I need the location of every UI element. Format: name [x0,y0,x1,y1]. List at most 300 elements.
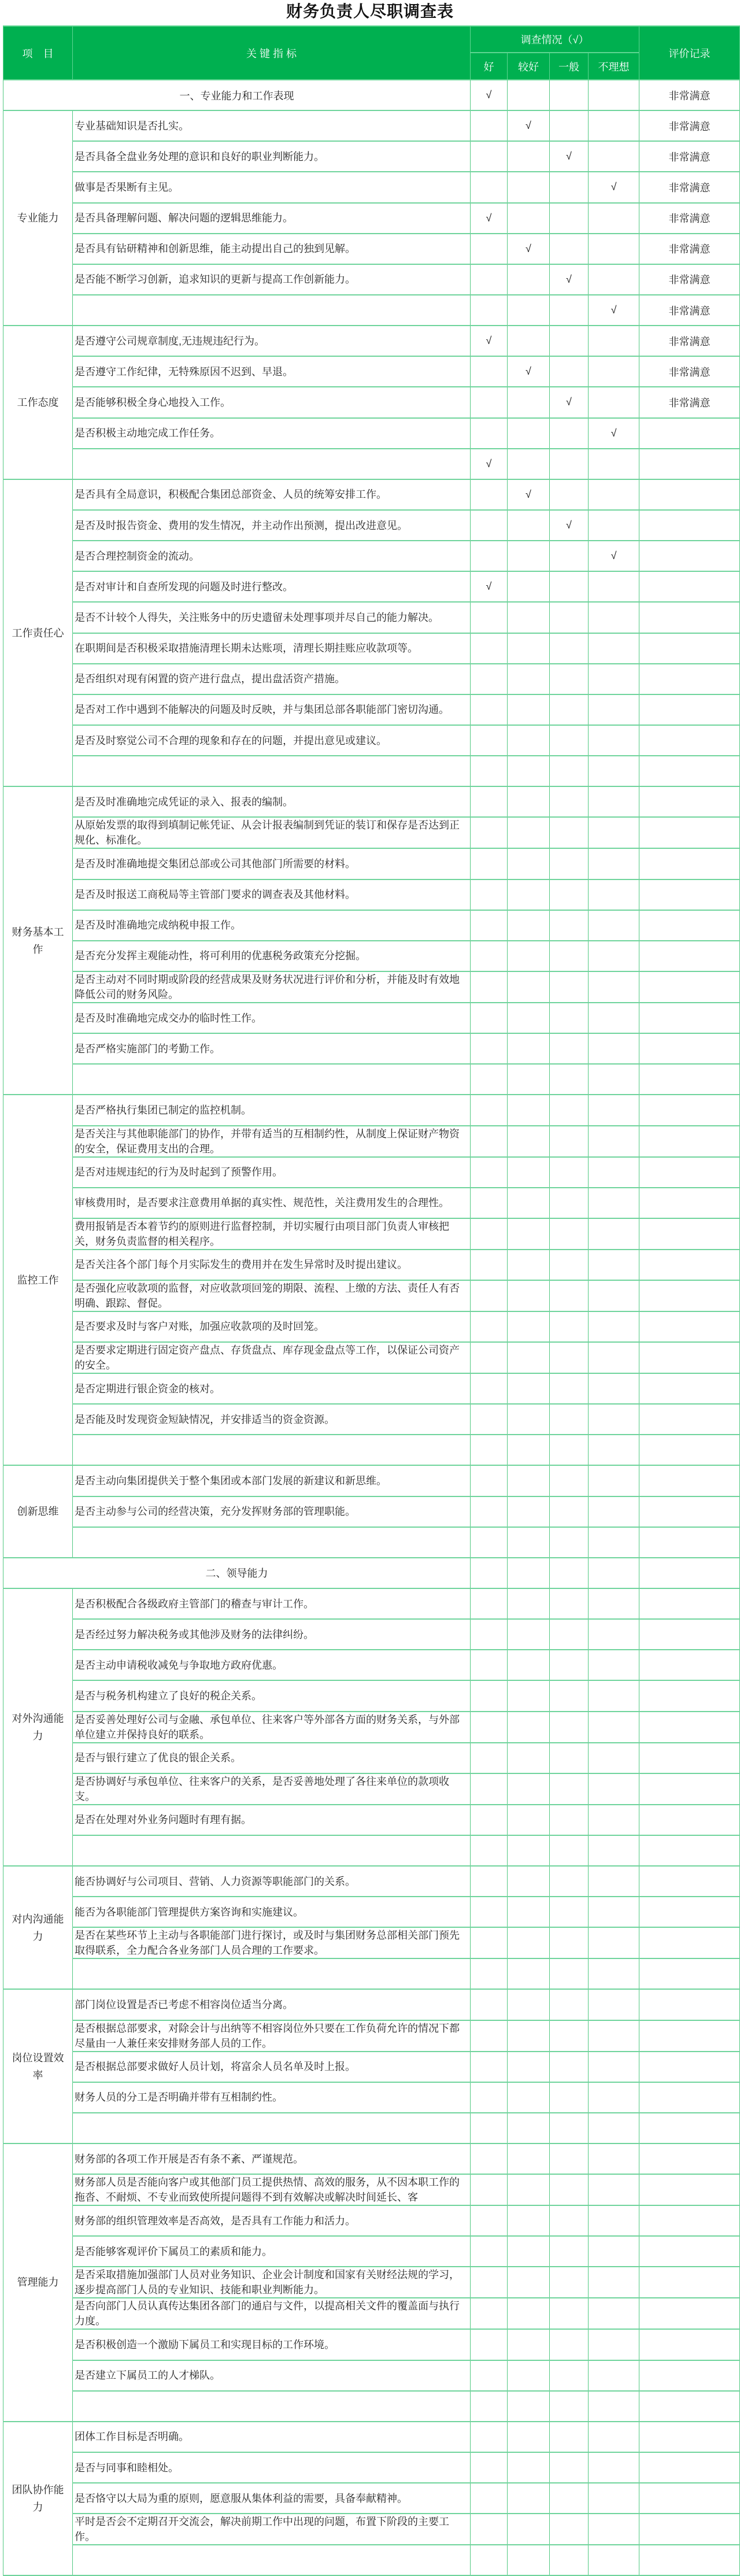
rating-cell-poor[interactable] [589,1003,639,1033]
rating-cell-poor[interactable] [589,694,639,725]
rating-cell-fairly-good[interactable] [508,910,550,941]
remark-cell[interactable] [639,1496,740,1527]
rating-cell-fairly-good[interactable] [508,1805,550,1835]
rating-cell-average[interactable] [550,2514,589,2545]
remark-cell[interactable]: 非常满意 [639,264,740,295]
rating-cell-fairly-good[interactable] [508,1465,550,1496]
rating-cell-fairly-good[interactable] [508,1712,550,1743]
rating-cell-fairly-good[interactable] [508,2267,550,2298]
remark-cell[interactable] [639,2267,740,2298]
remark-cell[interactable] [639,1404,740,1435]
remark-cell[interactable]: 非常满意 [639,356,740,387]
rating-cell-poor[interactable] [589,1619,639,1650]
rating-cell-fairly-good[interactable] [508,1033,550,1064]
rating-cell-average[interactable] [550,80,589,110]
rating-cell-poor[interactable] [589,1126,639,1157]
rating-cell-average[interactable] [550,1897,589,1927]
rating-cell-fairly-good[interactable] [508,2452,550,2483]
rating-cell-poor[interactable] [589,387,639,417]
remark-cell[interactable] [639,2113,740,2143]
rating-cell-fairly-good[interactable] [508,2391,550,2422]
rating-cell-good[interactable] [471,1496,508,1527]
rating-cell-fairly-good[interactable] [508,2205,550,2236]
rating-cell-good[interactable] [471,2205,508,2236]
rating-cell-poor[interactable] [589,2452,639,2483]
remark-cell[interactable] [639,2143,740,2174]
rating-cell-poor[interactable] [589,2267,639,2298]
rating-cell-average[interactable] [550,1373,589,1404]
rating-cell-good[interactable] [471,2143,508,2174]
rating-cell-good[interactable] [471,1558,508,1588]
rating-cell-average[interactable] [550,1650,589,1680]
rating-cell-fairly-good[interactable] [508,1373,550,1404]
rating-cell-average[interactable] [550,479,589,510]
rating-cell-good[interactable] [471,725,508,756]
rating-cell-average[interactable] [550,1064,589,1095]
rating-cell-poor[interactable] [589,1650,639,1680]
remark-cell[interactable] [639,1373,740,1404]
rating-cell-good[interactable] [471,1927,508,1958]
rating-cell-average[interactable] [550,1619,589,1650]
remark-cell[interactable] [639,1188,740,1218]
remark-cell[interactable]: 非常满意 [639,203,740,234]
rating-cell-good[interactable]: √ [471,326,508,356]
rating-cell-good[interactable] [471,2113,508,2143]
rating-cell-good[interactable] [471,1157,508,1188]
rating-cell-fairly-good[interactable] [508,879,550,910]
rating-cell-poor[interactable] [589,479,639,510]
rating-cell-good[interactable]: √ [471,571,508,602]
rating-cell-good[interactable] [471,2020,508,2052]
rating-cell-poor[interactable] [589,326,639,356]
remark-cell[interactable]: 非常满意 [639,326,740,356]
rating-cell-poor[interactable] [589,1157,639,1188]
rating-cell-fairly-good[interactable] [508,786,550,817]
rating-cell-poor[interactable] [589,2329,639,2360]
rating-cell-average[interactable] [550,110,589,141]
rating-cell-fairly-good[interactable] [508,971,550,1003]
rating-cell-average[interactable] [550,2113,589,2143]
rating-cell-average[interactable] [550,2360,589,2391]
rating-cell-good[interactable] [471,1033,508,1064]
rating-cell-average[interactable] [550,910,589,941]
rating-cell-poor[interactable] [589,110,639,141]
rating-cell-fairly-good[interactable] [508,1342,550,1373]
rating-cell-fairly-good[interactable] [508,2360,550,2391]
remark-cell[interactable] [639,479,740,510]
rating-cell-average[interactable]: √ [550,264,589,295]
rating-cell-poor[interactable] [589,1033,639,1064]
rating-cell-good[interactable] [471,2422,508,2452]
rating-cell-good[interactable] [471,1866,508,1897]
remark-cell[interactable] [639,1126,740,1157]
rating-cell-average[interactable] [550,2483,589,2514]
rating-cell-fairly-good[interactable] [508,1835,550,1866]
rating-cell-good[interactable] [471,2545,508,2575]
rating-cell-poor[interactable]: √ [589,295,639,326]
remark-cell[interactable] [639,2329,740,2360]
rating-cell-good[interactable] [471,1989,508,2020]
rating-cell-average[interactable] [550,1311,589,1342]
rating-cell-fairly-good[interactable] [508,1958,550,1989]
rating-cell-average[interactable] [550,1188,589,1218]
rating-cell-poor[interactable] [589,1958,639,1989]
remark-cell[interactable] [639,541,740,571]
rating-cell-good[interactable] [471,941,508,971]
remark-cell[interactable] [639,1280,740,1311]
rating-cell-poor[interactable] [589,1897,639,1927]
rating-cell-good[interactable] [471,1342,508,1373]
rating-cell-good[interactable] [471,1280,508,1311]
rating-cell-poor[interactable] [589,1373,639,1404]
rating-cell-poor[interactable] [589,1680,639,1711]
rating-cell-good[interactable] [471,1126,508,1157]
rating-cell-average[interactable] [550,1588,589,1619]
rating-cell-fairly-good[interactable] [508,1188,550,1218]
rating-cell-fairly-good[interactable] [508,1003,550,1033]
remark-cell[interactable] [639,1897,740,1927]
rating-cell-good[interactable] [471,1773,508,1805]
rating-cell-fairly-good[interactable] [508,295,550,326]
rating-cell-good[interactable] [471,1897,508,1927]
rating-cell-fairly-good[interactable]: √ [508,110,550,141]
rating-cell-poor[interactable] [589,2360,639,2391]
rating-cell-good[interactable] [471,1188,508,1218]
rating-cell-poor[interactable] [589,1743,639,1773]
rating-cell-fairly-good[interactable]: √ [508,479,550,510]
rating-cell-average[interactable] [550,326,589,356]
rating-cell-fairly-good[interactable] [508,2236,550,2267]
rating-cell-poor[interactable] [589,80,639,110]
rating-cell-poor[interactable] [589,2052,639,2082]
rating-cell-fairly-good[interactable] [508,141,550,172]
rating-cell-fairly-good[interactable] [508,1866,550,1897]
rating-cell-poor[interactable] [589,602,639,633]
rating-cell-good[interactable] [471,2452,508,2483]
rating-cell-good[interactable] [471,786,508,817]
rating-cell-average[interactable] [550,1680,589,1711]
rating-cell-fairly-good[interactable]: √ [508,356,550,387]
rating-cell-good[interactable] [471,541,508,571]
rating-cell-average[interactable] [550,694,589,725]
rating-cell-fairly-good[interactable] [508,694,550,725]
rating-cell-fairly-good[interactable]: √ [508,234,550,264]
rating-cell-fairly-good[interactable] [508,541,550,571]
rating-cell-good[interactable] [471,1373,508,1404]
rating-cell-good[interactable] [471,1465,508,1496]
rating-cell-fairly-good[interactable] [508,571,550,602]
remark-cell[interactable] [639,1588,740,1619]
rating-cell-fairly-good[interactable] [508,1157,550,1188]
rating-cell-poor[interactable] [589,2236,639,2267]
rating-cell-good[interactable] [471,172,508,202]
rating-cell-good[interactable] [471,694,508,725]
rating-cell-fairly-good[interactable] [508,1311,550,1342]
remark-cell[interactable] [639,2082,740,2113]
rating-cell-average[interactable] [550,2298,589,2329]
rating-cell-poor[interactable] [589,879,639,910]
rating-cell-good[interactable] [471,633,508,664]
rating-cell-poor[interactable]: √ [589,172,639,202]
remark-cell[interactable] [639,1157,740,1188]
rating-cell-good[interactable] [471,1311,508,1342]
rating-cell-good[interactable] [471,1743,508,1773]
remark-cell[interactable] [639,1958,740,1989]
rating-cell-average[interactable] [550,2267,589,2298]
remark-cell[interactable] [639,1003,740,1033]
rating-cell-good[interactable] [471,971,508,1003]
remark-cell[interactable] [639,1712,740,1743]
rating-cell-average[interactable] [550,1250,589,1280]
rating-cell-fairly-good[interactable] [508,80,550,110]
rating-cell-average[interactable] [550,817,589,848]
rating-cell-average[interactable] [550,172,589,202]
rating-cell-average[interactable] [550,234,589,264]
rating-cell-good[interactable] [471,664,508,694]
remark-cell[interactable] [639,1250,740,1280]
remark-cell[interactable] [639,1989,740,2020]
rating-cell-fairly-good[interactable] [508,2020,550,2052]
remark-cell[interactable] [639,602,740,633]
rating-cell-poor[interactable] [589,1835,639,1866]
rating-cell-fairly-good[interactable] [508,203,550,234]
rating-cell-fairly-good[interactable] [508,2298,550,2329]
rating-cell-fairly-good[interactable] [508,2143,550,2174]
rating-cell-good[interactable] [471,510,508,541]
rating-cell-good[interactable] [471,2174,508,2205]
remark-cell[interactable] [639,1311,740,1342]
rating-cell-average[interactable] [550,2205,589,2236]
remark-cell[interactable] [639,664,740,694]
rating-cell-fairly-good[interactable] [508,1897,550,1927]
rating-cell-average[interactable] [550,1126,589,1157]
rating-cell-poor[interactable] [589,2143,639,2174]
remark-cell[interactable] [639,1773,740,1805]
remark-cell[interactable] [639,971,740,1003]
rating-cell-fairly-good[interactable] [508,2082,550,2113]
rating-cell-fairly-good[interactable] [508,510,550,541]
rating-cell-good[interactable] [471,2298,508,2329]
rating-cell-poor[interactable] [589,234,639,264]
rating-cell-poor[interactable] [589,1404,639,1435]
rating-cell-poor[interactable] [589,1805,639,1835]
rating-cell-good[interactable] [471,848,508,879]
remark-cell[interactable] [639,1435,740,1465]
rating-cell-average[interactable] [550,2174,589,2205]
rating-cell-fairly-good[interactable] [508,1435,550,1465]
rating-cell-fairly-good[interactable] [508,1250,550,1280]
rating-cell-good[interactable] [471,1680,508,1711]
remark-cell[interactable] [639,786,740,817]
rating-cell-average[interactable] [550,2545,589,2575]
rating-cell-average[interactable] [550,1773,589,1805]
rating-cell-poor[interactable] [589,1064,639,1095]
rating-cell-poor[interactable] [589,910,639,941]
rating-cell-poor[interactable] [589,2113,639,2143]
rating-cell-poor[interactable] [589,1588,639,1619]
rating-cell-average[interactable] [550,879,589,910]
rating-cell-average[interactable] [550,2329,589,2360]
remark-cell[interactable]: 非常满意 [639,141,740,172]
rating-cell-fairly-good[interactable] [508,1773,550,1805]
rating-cell-average[interactable] [550,2452,589,2483]
rating-cell-fairly-good[interactable] [508,387,550,417]
rating-cell-fairly-good[interactable] [508,1619,550,1650]
rating-cell-average[interactable] [550,1527,589,1558]
rating-cell-poor[interactable] [589,203,639,234]
rating-cell-good[interactable] [471,418,508,449]
rating-cell-poor[interactable] [589,1527,639,1558]
rating-cell-fairly-good[interactable] [508,449,550,479]
rating-cell-poor[interactable] [589,848,639,879]
rating-cell-poor[interactable] [589,510,639,541]
rating-cell-fairly-good[interactable] [508,1064,550,1095]
rating-cell-good[interactable] [471,602,508,633]
remark-cell[interactable] [639,1527,740,1558]
remark-cell[interactable] [639,2020,740,2052]
rating-cell-average[interactable] [550,1404,589,1435]
rating-cell-good[interactable] [471,1064,508,1095]
rating-cell-average[interactable] [550,1958,589,1989]
remark-cell[interactable]: 非常满意 [639,387,740,417]
rating-cell-average[interactable] [550,1743,589,1773]
remark-cell[interactable] [639,2452,740,2483]
remark-cell[interactable] [639,2360,740,2391]
remark-cell[interactable] [639,418,740,449]
rating-cell-average[interactable] [550,756,589,786]
rating-cell-average[interactable] [550,295,589,326]
remark-cell[interactable] [639,1095,740,1125]
remark-cell[interactable] [639,2483,740,2514]
remark-cell[interactable] [639,1743,740,1773]
rating-cell-average[interactable] [550,848,589,879]
rating-cell-fairly-good[interactable] [508,725,550,756]
rating-cell-poor[interactable] [589,2174,639,2205]
rating-cell-good[interactable] [471,141,508,172]
rating-cell-average[interactable] [550,1342,589,1373]
rating-cell-average[interactable] [550,2052,589,2082]
rating-cell-average[interactable] [550,2236,589,2267]
rating-cell-fairly-good[interactable] [508,602,550,633]
rating-cell-poor[interactable] [589,1342,639,1373]
rating-cell-poor[interactable] [589,449,639,479]
rating-cell-average[interactable] [550,725,589,756]
rating-cell-good[interactable] [471,1619,508,1650]
remark-cell[interactable] [639,910,740,941]
rating-cell-poor[interactable] [589,1496,639,1527]
rating-cell-good[interactable] [471,1404,508,1435]
rating-cell-poor[interactable] [589,1866,639,1897]
remark-cell[interactable]: 非常满意 [639,295,740,326]
rating-cell-average[interactable] [550,2391,589,2422]
rating-cell-average[interactable] [550,941,589,971]
remark-cell[interactable] [639,1805,740,1835]
rating-cell-average[interactable] [550,602,589,633]
rating-cell-poor[interactable] [589,1218,639,1250]
rating-cell-good[interactable] [471,479,508,510]
rating-cell-average[interactable] [550,1157,589,1188]
rating-cell-average[interactable] [550,1033,589,1064]
rating-cell-good[interactable] [471,1527,508,1558]
rating-cell-average[interactable] [550,418,589,449]
rating-cell-fairly-good[interactable] [508,756,550,786]
rating-cell-poor[interactable] [589,971,639,1003]
rating-cell-average[interactable] [550,1927,589,1958]
rating-cell-good[interactable] [471,1250,508,1280]
rating-cell-good[interactable] [471,387,508,417]
rating-cell-poor[interactable] [589,2391,639,2422]
rating-cell-average[interactable] [550,786,589,817]
remark-cell[interactable] [639,2422,740,2452]
rating-cell-average[interactable] [550,1835,589,1866]
rating-cell-poor[interactable] [589,664,639,694]
remark-cell[interactable] [639,1033,740,1064]
rating-cell-fairly-good[interactable] [508,326,550,356]
rating-cell-fairly-good[interactable] [508,1280,550,1311]
rating-cell-fairly-good[interactable] [508,1095,550,1125]
rating-cell-fairly-good[interactable] [508,2514,550,2545]
remark-cell[interactable] [639,1866,740,1897]
rating-cell-average[interactable] [550,2020,589,2052]
rating-cell-fairly-good[interactable] [508,941,550,971]
rating-cell-good[interactable] [471,2483,508,2514]
rating-cell-fairly-good[interactable] [508,1989,550,2020]
remark-cell[interactable] [639,848,740,879]
rating-cell-fairly-good[interactable] [508,848,550,879]
rating-cell-fairly-good[interactable] [508,1650,550,1680]
remark-cell[interactable] [639,1064,740,1095]
remark-cell[interactable]: 非常满意 [639,172,740,202]
remark-cell[interactable] [639,1650,740,1680]
rating-cell-average[interactable] [550,971,589,1003]
rating-cell-fairly-good[interactable] [508,172,550,202]
rating-cell-fairly-good[interactable] [508,1558,550,1588]
rating-cell-poor[interactable]: √ [589,418,639,449]
rating-cell-poor[interactable] [589,356,639,387]
rating-cell-poor[interactable] [589,725,639,756]
rating-cell-average[interactable] [550,664,589,694]
rating-cell-good[interactable] [471,1588,508,1619]
rating-cell-fairly-good[interactable] [508,1588,550,1619]
rating-cell-good[interactable] [471,817,508,848]
rating-cell-poor[interactable] [589,1280,639,1311]
remark-cell[interactable] [639,694,740,725]
rating-cell-fairly-good[interactable] [508,817,550,848]
rating-cell-good[interactable] [471,2391,508,2422]
remark-cell[interactable] [639,2205,740,2236]
rating-cell-poor[interactable] [589,2205,639,2236]
rating-cell-fairly-good[interactable] [508,2329,550,2360]
rating-cell-poor[interactable] [589,1311,639,1342]
rating-cell-fairly-good[interactable] [508,1404,550,1435]
rating-cell-fairly-good[interactable] [508,1126,550,1157]
rating-cell-good[interactable] [471,2329,508,2360]
rating-cell-good[interactable] [471,234,508,264]
rating-cell-good[interactable] [471,1958,508,1989]
rating-cell-good[interactable] [471,1435,508,1465]
remark-cell[interactable] [639,879,740,910]
rating-cell-fairly-good[interactable] [508,1496,550,1527]
rating-cell-poor[interactable] [589,1712,639,1743]
rating-cell-fairly-good[interactable] [508,1743,550,1773]
rating-cell-average[interactable] [550,571,589,602]
remark-cell[interactable] [639,2052,740,2082]
rating-cell-average[interactable] [550,2422,589,2452]
rating-cell-average[interactable] [550,1712,589,1743]
rating-cell-good[interactable]: √ [471,449,508,479]
rating-cell-average[interactable] [550,1989,589,2020]
rating-cell-poor[interactable] [589,2422,639,2452]
